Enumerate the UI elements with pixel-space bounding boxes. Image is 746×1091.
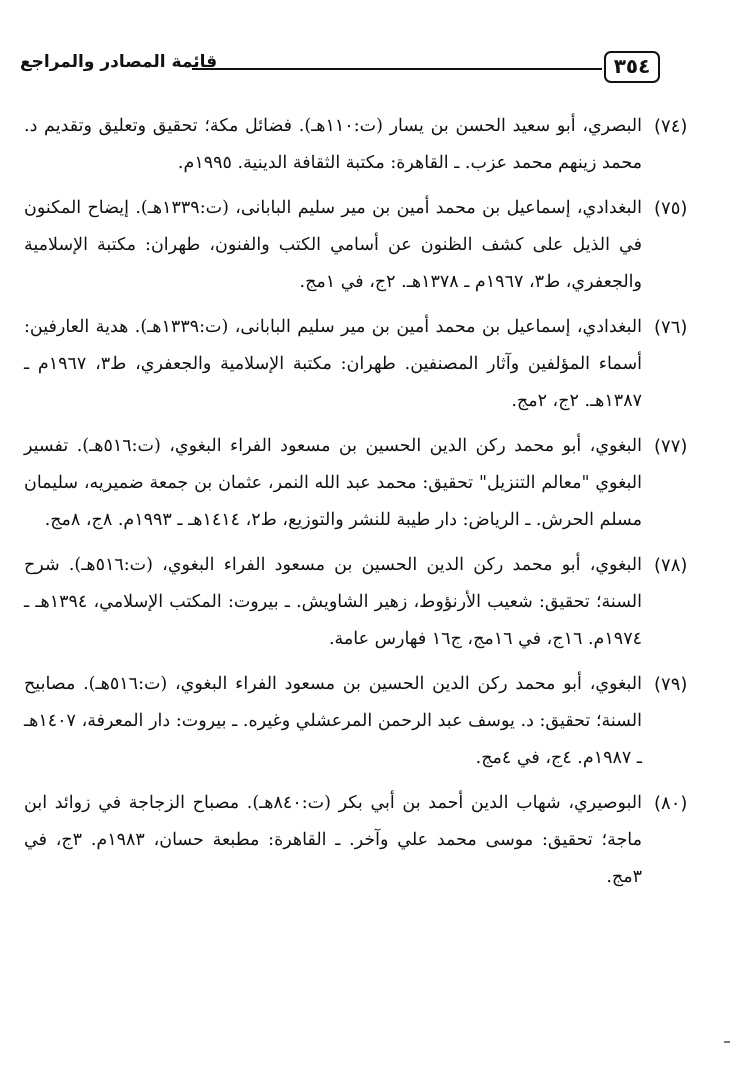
page-header [20, 46, 660, 86]
entry-text: البغدادي، إسماعيل بن محمد أمين بن مير سليم البابانى، (ت:١٣٣٩هـ). إيضاح المكنون في الذيل على كشف الظنون عن أسامي الكتب والفنون، طهران: مكتبة الإسلامية والجعفري، ط٣، ١٩٦٧م ـ ١٣٧٨هـ. ٢ج، في ١مج. [24, 198, 642, 292]
entry-number: (٧٦) [654, 317, 688, 338]
entry-text: البوصيري، شهاب الدين أحمد بن أبي بكر (ت:٨٤٠هـ). مصباح الزجاجة في زوائد ابن ماجة؛ تحقيق: موسى محمد علي وآخر. ـ القاهرة: مطبعة حسان، ١٩٨٣م. ٣ج، في ٣مج. [24, 793, 642, 887]
entry-number: (٧٩) [654, 674, 688, 695]
entry-number: (٧٤) [654, 116, 688, 137]
page-corner-mark [724, 1041, 730, 1043]
entry-number: (٧٧) [654, 436, 688, 457]
bibliography-entry [24, 785, 724, 896]
entry-text: البغدادي، إسماعيل بن محمد أمين بن مير سليم البابانى، (ت:١٣٣٩هـ). هدية العارفين: أسماء المؤلفين وآثار المصنفين. طهران: مكتبة الإسلامية والجعفري، ط٣، ١٩٦٧م ـ ١٣٨٧هـ. ٢ج، ٢مج. [24, 317, 643, 411]
entry-number: (٧٥) [654, 198, 688, 219]
bibliography-entry [24, 547, 724, 658]
running-header-title: قائمة المصادر والمراجع [20, 52, 218, 72]
entry-number: (٨٠) [654, 793, 688, 814]
bibliography-list [24, 108, 724, 904]
bibliography-entry [24, 428, 724, 539]
bibliography-entry [24, 666, 724, 777]
page-number: ٣٥٤ [604, 51, 660, 83]
bibliography-entry [24, 190, 724, 301]
entry-text: البغوي، أبو محمد ركن الدين الحسين بن مسعود الفراء البغوي، (ت:٥١٦هـ). تفسير البغوي "معالم التنزيل" تحقيق: محمد عبد الله النمر، عثمان بن جمعة ضميريه، سليمان مسلم الحرش. ـ الرياض: دار طيبة للنشر والتوزيع، ط٢، ١٤١٤هـ ـ ١٩٩٣م. ٨ج، ٨مج. [24, 436, 642, 530]
bibliography-entry [24, 309, 724, 420]
entry-text: البغوي، أبو محمد ركن الدين الحسين بن مسعود الفراء البغوي، (ت:٥١٦هـ). مصابيح السنة؛ تحقيق: د. يوسف عبد الرحمن المرعشلي وغيره. ـ بيروت: دار المعرفة، ١٤٠٧هـ ـ ١٩٨٧م. ٤ج، في ٤مج. [24, 674, 642, 768]
entry-number: (٧٨) [654, 555, 688, 576]
entry-text: البصري، أبو سعيد الحسن بن يسار (ت:١١٠هـ). فضائل مكة؛ تحقيق وتعليق وتقديم د. محمد زينهم محمد عزب. ـ القاهرة: مكتبة الثقافة الدينية. ١٩٩٥م. [24, 116, 642, 173]
header-rule [192, 68, 602, 70]
bibliography-entry [24, 108, 724, 182]
entry-text: البغوي، أبو محمد ركن الدين الحسين بن مسعود الفراء البغوي، (ت:٥١٦هـ). شرح السنة؛ تحقيق: شعيب الأرنؤوط، زهير الشاويش. ـ بيروت: المكتب الإسلامي، ١٣٩٤هـ ـ ١٩٧٤م. ١٦ج، في ١٦مج، ج١٦ فهارس عامة. [24, 555, 642, 649]
